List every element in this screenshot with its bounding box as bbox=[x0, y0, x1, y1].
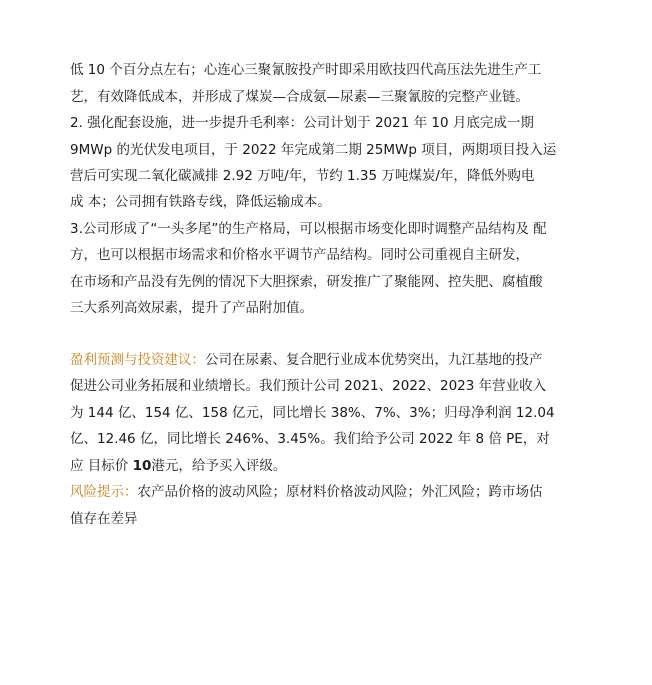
text-line: 值存在差异 bbox=[70, 511, 138, 527]
risk-heading: 风险提示： bbox=[70, 484, 138, 500]
risk-first-line bbox=[70, 482, 543, 502]
target-price-line bbox=[70, 456, 286, 476]
text-line: 成 本；公司拥有铁路专线，降低运输成本。 bbox=[70, 194, 331, 210]
text-line: 方，也可以根据市场需求和价格水平调节产品结构。同时公司重视自主研发， bbox=[70, 247, 529, 263]
text-line: 促进公司业务拓展和业绩增长。我们预计公司 2021、2022、2023 年营业收入 bbox=[70, 378, 547, 394]
target-prefix: 应 目标价 bbox=[70, 458, 133, 474]
forecast-text: 公司在尿素、复合肥行业成本优势突出，九江基地的投产 bbox=[205, 352, 543, 368]
risk-text: 农产品价格的波动风险；原材料价格波动风险；外汇风险；跨市场估 bbox=[137, 484, 543, 500]
text-line: 三大系列高效尿素，提升了产品附加值。 bbox=[70, 300, 313, 316]
target-suffix: 港元，给予买入评级。 bbox=[151, 458, 287, 474]
forecast-first-line bbox=[70, 350, 543, 370]
text-line: 亿、12.46 亿，同比增长 246%、3.45%。我们给予公司 2022 年 8 倍 PE，对 bbox=[70, 431, 550, 447]
text-line: 低 10 个百分点左右；心连心三聚氰胺投产时即采用欧技四代高压法先进生产工 bbox=[70, 62, 542, 78]
text-line: 2. 强化配套设施，进一步提升毛利率：公司计划于 2021 年 10 月底完成一期 bbox=[70, 115, 534, 131]
text-line: 3.公司形成了“一头多尾”的生产格局，可以根据市场变化即时调整产品结构及 配 bbox=[70, 221, 547, 237]
forecast-heading: 盈利预测与投资建议： bbox=[70, 352, 205, 368]
text-line: 9MWp 的光伏发电项目，于 2022 年完成第二期 25MWp 项目，两期项目投入运 bbox=[70, 142, 557, 158]
text-line: 在市场和产品没有先例的情况下大胆探索，研发推广了聚能网、控失肥、腐植酸 bbox=[70, 274, 543, 290]
text-line: 艺，有效降低成本，并形成了煤炭—合成氨—尿素—三聚氰胺的完整产业链。 bbox=[70, 89, 529, 105]
text-line: 为 144 亿、154 亿、158 亿元，同比增长 38%、7%、3%；归母净利润 12.04 bbox=[70, 405, 555, 421]
text-line: 营后可实现二氧化碳减排 2.92 万吨/年，节约 1.35 万吨煤炭/年，降低外购电 bbox=[70, 168, 535, 184]
target-price-value: 10 bbox=[132, 458, 152, 474]
